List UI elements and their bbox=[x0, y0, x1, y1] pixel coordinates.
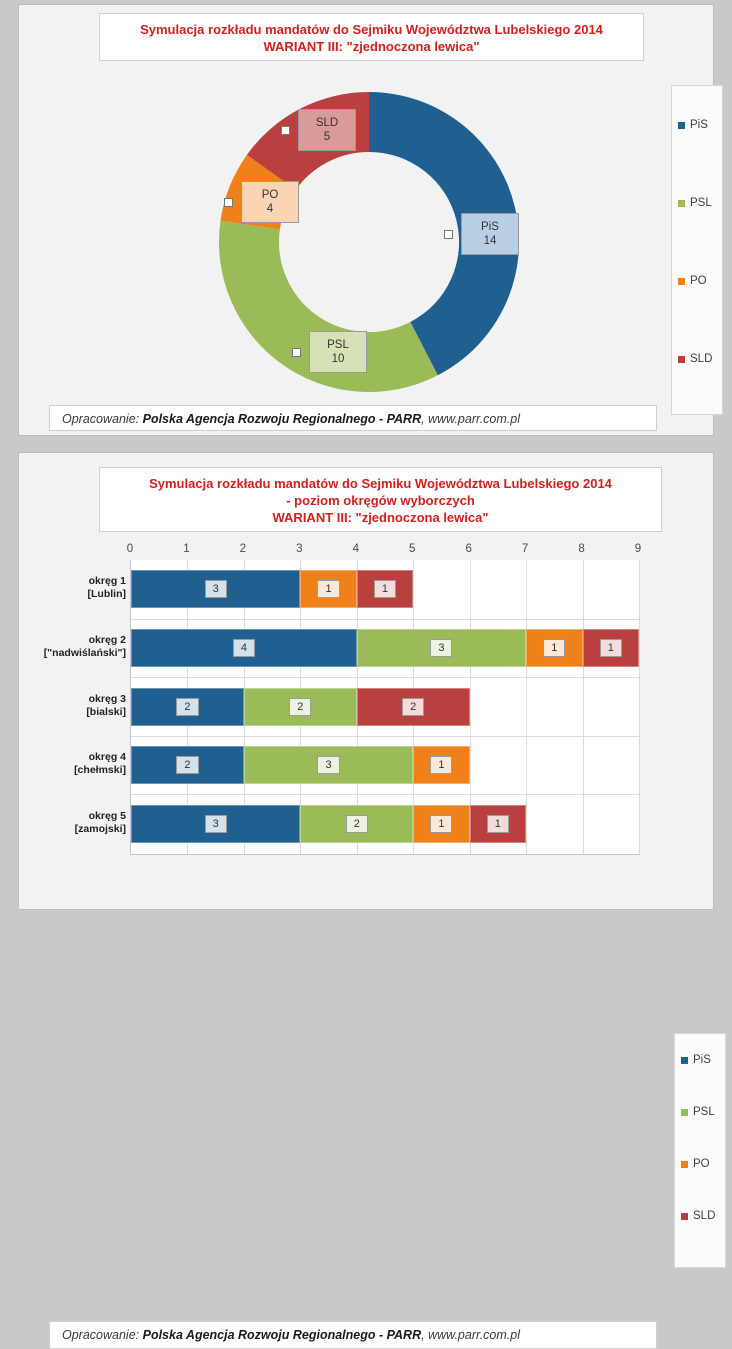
x-axis-tick-label: 7 bbox=[521, 543, 529, 555]
bar-title-line2: - poziom okręgów wyborczych bbox=[286, 493, 475, 508]
legend-label: PO bbox=[693, 1158, 710, 1170]
legend-label: PiS bbox=[690, 119, 708, 131]
legend-label: PiS bbox=[693, 1054, 711, 1066]
donut-callout-po bbox=[241, 181, 299, 223]
donut-title-line1: Symulacja rozkładu mandatów do Sejmiku Województwa Lubelskiego 2014 bbox=[140, 22, 603, 37]
category-label-line2: [bialski] bbox=[86, 705, 126, 718]
callout-marker-icon bbox=[224, 198, 233, 207]
category-label-line1: okręg 4 bbox=[88, 751, 126, 764]
footer-suffix: , www.parr.com.pl bbox=[421, 412, 520, 426]
legend-swatch-icon bbox=[678, 278, 685, 285]
legend-label: SLD bbox=[693, 1210, 716, 1222]
donut-footer-note bbox=[49, 405, 657, 431]
callout-label: PO bbox=[261, 189, 279, 201]
bar-segment-value: 1 bbox=[487, 815, 509, 833]
x-axis-tick-label: 6 bbox=[465, 543, 472, 555]
bar-segment-value: 2 bbox=[176, 756, 198, 774]
bar-segment-value: 3 bbox=[430, 639, 452, 657]
bar-segment-value: 1 bbox=[430, 815, 452, 833]
category-label-line2: [chełmski] bbox=[74, 764, 126, 777]
bar-segment-sld bbox=[357, 688, 470, 726]
bar-legend-item-pis[interactable] bbox=[675, 1034, 725, 1086]
callout-value: 10 bbox=[331, 353, 345, 365]
bar-legend-item-po[interactable] bbox=[675, 1138, 725, 1190]
donut-legend-item-pis[interactable] bbox=[672, 86, 722, 164]
gridline-horizontal bbox=[131, 794, 639, 795]
callout-marker-icon bbox=[292, 348, 301, 357]
bar-segment-pis bbox=[131, 688, 244, 726]
footer-prefix: Opracowanie: bbox=[62, 1328, 143, 1342]
x-axis-tick-label: 4 bbox=[352, 543, 359, 555]
bar-segment-value: 1 bbox=[543, 639, 565, 657]
bar-segment-value: 1 bbox=[317, 580, 339, 598]
bar-segment-pis bbox=[131, 570, 300, 608]
callout-label: PiS bbox=[481, 221, 499, 233]
donut-legend-item-po[interactable] bbox=[672, 242, 722, 320]
category-label-line2: [zamojski] bbox=[74, 822, 126, 835]
bar-segment-pis bbox=[131, 805, 300, 843]
callout-marker-icon bbox=[444, 230, 453, 239]
gridline-vertical bbox=[583, 560, 584, 854]
x-axis-tick-label: 5 bbox=[409, 543, 416, 555]
stacked-bar bbox=[131, 570, 413, 608]
bar-segment-value: 3 bbox=[205, 815, 227, 833]
donut-callout-psl bbox=[309, 331, 367, 373]
x-axis-tick-label: 9 bbox=[634, 543, 642, 555]
x-axis-tick-label: 8 bbox=[578, 543, 585, 555]
legend-swatch-icon bbox=[678, 200, 685, 207]
footer-source: Polska Agencja Rozwoju Regionalnego - PARR bbox=[142, 1328, 422, 1342]
category-label bbox=[30, 751, 126, 777]
category-label bbox=[30, 693, 126, 719]
category-label bbox=[30, 810, 126, 836]
bar-segment-pis bbox=[131, 629, 357, 667]
donut-title-line2: WARIANT III: "zjednoczona lewica" bbox=[263, 39, 480, 54]
bar-segment-po bbox=[300, 570, 356, 608]
callout-value: 14 bbox=[483, 235, 497, 247]
category-label-line1: okręg 2 bbox=[88, 633, 126, 646]
bar-segment-value: 1 bbox=[374, 580, 396, 598]
gridline-horizontal bbox=[131, 619, 639, 620]
bar-segment-value: 4 bbox=[233, 639, 255, 657]
bar-segment-value: 1 bbox=[430, 756, 452, 774]
category-label-line2: [Lublin] bbox=[87, 588, 126, 601]
bar-segment-value: 3 bbox=[205, 580, 227, 598]
legend-swatch-icon bbox=[681, 1057, 688, 1064]
legend-swatch-icon bbox=[681, 1213, 688, 1220]
bar-legend-item-psl[interactable] bbox=[675, 1086, 725, 1138]
category-label-line1: okręg 1 bbox=[88, 575, 126, 588]
callout-marker-icon bbox=[281, 126, 290, 135]
bar-segment-sld bbox=[583, 629, 639, 667]
bar-segment-po bbox=[526, 629, 582, 667]
category-label-line2: ["nadwiślański"] bbox=[43, 646, 126, 659]
callout-label: PSL bbox=[327, 339, 349, 351]
legend-label: PO bbox=[690, 275, 707, 287]
x-axis-tick-label: 0 bbox=[126, 543, 134, 555]
category-label bbox=[30, 634, 126, 660]
stacked-bar bbox=[131, 805, 526, 843]
bar-segment-psl bbox=[357, 629, 526, 667]
bar-segment-value: 1 bbox=[600, 639, 622, 657]
bar-segment-sld bbox=[470, 805, 526, 843]
x-axis-tick-label: 3 bbox=[296, 543, 303, 555]
stacked-bar bbox=[131, 688, 470, 726]
footer-source: Polska Agencja Rozwoju Regionalnego - PARR bbox=[142, 412, 422, 426]
donut-chart-panel bbox=[18, 4, 714, 436]
bar-segment-value: 2 bbox=[176, 698, 198, 716]
bar-segment-value: 2 bbox=[402, 698, 424, 716]
callout-label: SLD bbox=[315, 117, 339, 129]
category-label-line1: okręg 3 bbox=[88, 692, 126, 705]
bar-segment-value: 2 bbox=[346, 815, 368, 833]
x-axis-tick-label: 2 bbox=[239, 543, 247, 555]
legend-label: SLD bbox=[690, 353, 713, 365]
legend-swatch-icon bbox=[678, 122, 685, 129]
legend-label: PSL bbox=[693, 1106, 715, 1118]
bar-segment-value: 2 bbox=[289, 698, 311, 716]
bar-legend-item-sld[interactable] bbox=[675, 1190, 725, 1242]
legend-swatch-icon bbox=[678, 356, 685, 363]
bar-segment-po bbox=[413, 805, 469, 843]
donut-callout-sld bbox=[298, 109, 356, 151]
callout-value: 4 bbox=[266, 203, 274, 215]
category-label bbox=[30, 575, 126, 601]
legend-label: PSL bbox=[690, 197, 712, 209]
bar-segment-psl bbox=[244, 746, 413, 784]
bar-chart-title bbox=[99, 467, 662, 532]
gridline-vertical bbox=[639, 560, 640, 854]
legend-swatch-icon bbox=[681, 1109, 688, 1116]
gridline-horizontal bbox=[131, 736, 639, 737]
donut-legend-item-sld[interactable] bbox=[672, 320, 722, 398]
bar-segment-sld bbox=[357, 570, 413, 608]
bar-segment-psl bbox=[300, 805, 413, 843]
donut-chart-title bbox=[99, 13, 644, 61]
bar-footer-note bbox=[49, 1321, 657, 1349]
legend-swatch-icon bbox=[681, 1161, 688, 1168]
footer-prefix: Opracowanie: bbox=[62, 412, 143, 426]
bar-legend bbox=[674, 1033, 726, 1268]
bar-segment-value: 3 bbox=[317, 756, 339, 774]
gridline-vertical bbox=[526, 560, 527, 854]
bar-segment-po bbox=[413, 746, 469, 784]
bar-plot-area bbox=[130, 560, 640, 855]
bar-title-line3: WARIANT III: "zjednoczona lewica" bbox=[272, 510, 489, 525]
bar-segment-pis bbox=[131, 746, 244, 784]
footer-suffix: , www.parr.com.pl bbox=[421, 1328, 520, 1342]
category-label-line1: okręg 5 bbox=[88, 809, 126, 822]
x-axis-tick-label: 1 bbox=[183, 543, 190, 555]
donut-legend-item-psl[interactable] bbox=[672, 164, 722, 242]
bar-segment-psl bbox=[244, 688, 357, 726]
bar-title-line1: Symulacja rozkładu mandatów do Sejmiku Województwa Lubelskiego 2014 bbox=[149, 476, 612, 491]
callout-value: 5 bbox=[323, 131, 331, 143]
stacked-bar bbox=[131, 746, 470, 784]
stacked-bar bbox=[131, 629, 639, 667]
gridline-horizontal bbox=[131, 677, 639, 678]
donut-legend bbox=[671, 85, 723, 415]
donut-callout-pis bbox=[461, 213, 519, 255]
